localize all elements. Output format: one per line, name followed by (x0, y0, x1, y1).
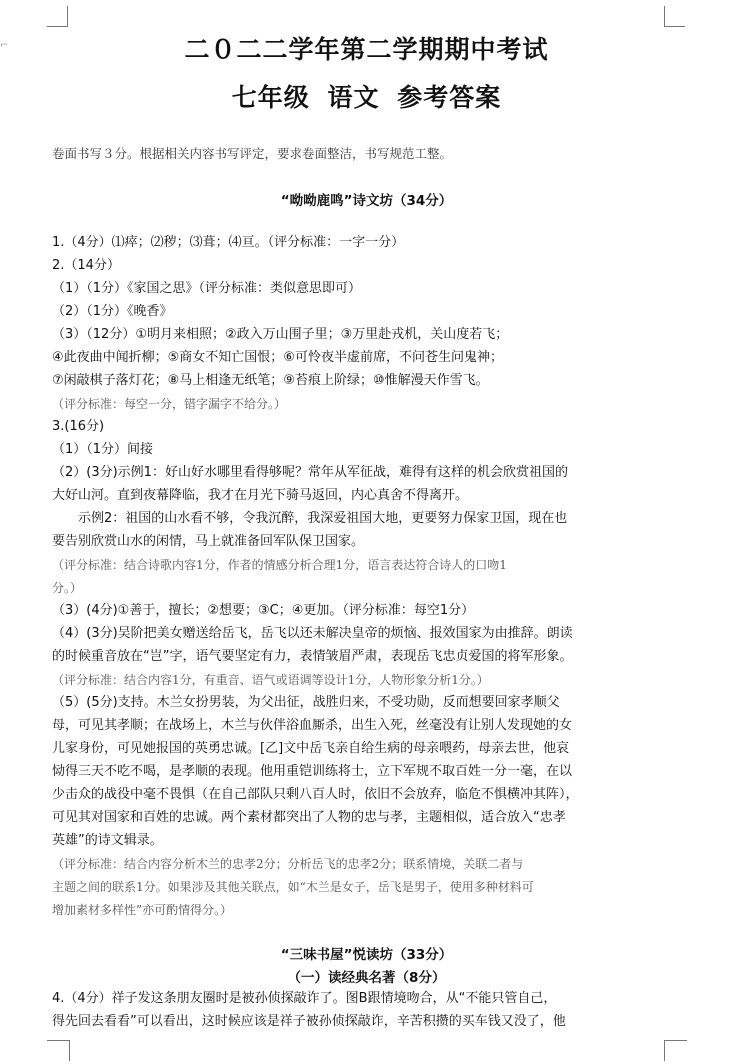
answer-line: 1.（4分）⑴瘁；⑵秽；⑶葺；⑷亘。（评分标准：一字一分） (52, 235, 405, 250)
answer-line: （5）(5分)支持。木兰女扮男装，为父出征，战胜归来，不受功勋，反而想要回家孝顺父 (52, 695, 560, 710)
answer-line: ④此夜曲中闻折柳；⑤商女不知亡国恨；⑥可怜夜半虚前席，不问苍生问鬼神； (52, 350, 503, 365)
section-heading-poetry: “呦呦鹿鸣”诗文坊（34分） (280, 193, 453, 209)
answer-line: 4.（4分）祥子发这条朋友圈时是被孙侦探敲诈了。图B跟情境吻合，从“不能只管自己， (52, 991, 557, 1006)
answer-line: （2）（1分）《晚香》 (52, 304, 173, 319)
answer-line: 示例2：祖国的山水看不够，令我沉醉，我深爱祖国大地，更要努力保家卫国，现在也 (52, 511, 568, 526)
answer-line: （3）(4分)①善于，擅长；②想要；③C；④更加。（评分标准：每空1分） (52, 603, 475, 618)
answer-line: 大好山河。直到夜幕降临，我才在月光下骑马返回，内心真舍不得离开。 (52, 488, 469, 503)
answer-line: 恸得三天不吃不喝，是孝顺的表现。他用重铠训练将士，立下军规不取百姓一分一毫，在以 (52, 764, 573, 779)
answer-line: （4）(3分)吴阶把美女赠送给岳飞，岳飞以还未解决皇帝的烦恼、报效国家为由推辞。朗读 (52, 626, 573, 641)
section-heading-reading: “三味书屋”悦读坊（33分） (280, 947, 453, 963)
exam-title: 二０二二学年第二学期期中考试 (184, 35, 549, 64)
answer-line: 少击众的战役中毫不畏惧（在自己部队只剩八百人时，依旧不会放弃，临危不惧横冲其阵）， (52, 787, 579, 802)
answer-line: 可见其对国家和百姓的忠诚。两个素材都突出了人物的忠与孝，主题相似，适合放入“忠孝 (52, 810, 566, 825)
crop-mark-top-right (664, 6, 685, 27)
crop-mark-top-left (47, 6, 68, 27)
answer-line: （1）（1分）间接 (52, 442, 154, 457)
answer-line: ⑦闲敲棋子落灯花；⑧马上相逢无纸笔；⑨苔痕上阶绿；⑩惟解漫天作雪飞。 (52, 373, 489, 388)
grading-note: （评分标准：每空一分，错字漏字不给分。） (52, 397, 287, 411)
answer-line: （3）（12分）①明月来相照；②政入万山围子里；③万里赴戎机，关山度若飞； (52, 327, 509, 342)
grading-note: （评分标准：结合诗歌内容1分，作者的情感分析合理1分，语言表达符合诗人的口吻1 (52, 558, 507, 572)
handwriting-note: 卷面书写３分。根据相关内容书写评定，要求卷面整洁，书写规范工整。 (52, 146, 453, 161)
grading-note: 增加素材多样性”亦可酌情得分。） (52, 903, 233, 917)
subsection-heading-classics: （一）读经典名著（8分） (287, 970, 446, 986)
answer-line: 儿家身份，可见她报国的英勇忠诚。[乙]文中岳飞亲自给生病的母亲喂药，母亲去世，他哀 (52, 741, 570, 756)
answer-line: 的时候重音放在“岂”字，语气要坚定有力，表情皱眉严肃，表现岳飞忠贞爱国的将军形象。 (52, 649, 573, 664)
grading-note: （评分标准：结合内容1分，有重音、语气或语调等设计1分，人物形象分析1分。） (52, 673, 489, 687)
grading-note: 分。） (52, 581, 83, 595)
crop-mark-bottom-right (664, 1040, 687, 1061)
crop-mark-bottom-left (47, 1040, 70, 1061)
exam-subtitle: 七年级 语文 参考答案 (231, 83, 502, 112)
answer-line: 英雄”的诗文辑录。 (52, 833, 163, 848)
grading-note: （评分标准：结合内容分析木兰的忠孝2分；分析岳飞的忠孝2分；联系情境，关联二者与 (52, 857, 524, 871)
grading-note: 主题之间的联系1分。如果涉及其他关联点，如“木兰是女子，岳飞是男子，使用多种材料可 (52, 880, 534, 894)
answer-line: （1）（1分）《家国之思》（评分标准：类似意思即可） (52, 281, 362, 296)
answer-line: 2.（14分） (52, 258, 120, 273)
answer-line: 要告别欣赏山水的闲情，马上就准备回军队保卫国家。 (52, 534, 365, 549)
answer-line: （2）(3分)示例1：好山好水哪里看得够呢？常年从军征战，难得有这样的机会欣赏祖国的 (52, 465, 568, 480)
answer-line: 母，可见其孝顺；在战场上，木兰与伙伴浴血厮杀，出生入死，丝毫没有让别人发现她的女 (52, 718, 573, 733)
answer-line: 3.(16分) (52, 419, 105, 434)
margin-mark: ⌐ (0, 40, 9, 51)
answer-line: 得先回去看看”可以看出，这时候应该是祥子被孙侦探敲诈，辛苦积攒的买车钱又没了，他 (52, 1014, 566, 1029)
